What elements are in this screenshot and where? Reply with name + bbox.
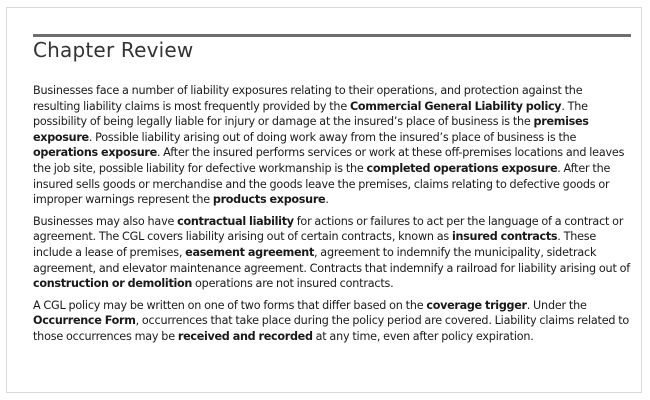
- key-term: premises exposure: [33, 115, 589, 144]
- text-segment: . Under the: [526, 298, 587, 312]
- key-term: contractual liability: [177, 214, 294, 228]
- key-term: coverage trigger: [426, 298, 527, 312]
- text-segment: for actions or failures to act per the language of a contract or agreement. The CGL covers liability arising out of certain contracts, known as: [33, 214, 624, 244]
- key-term: products exposure: [212, 193, 326, 207]
- text-segment: , occurrences that take place during the policy period are covered. Liability claims related to those occurrences may be: [33, 314, 630, 343]
- text-segment: operations are not insured contracts.: [192, 277, 394, 291]
- key-term: operations exposure: [33, 146, 157, 160]
- text-segment: Businesses face a number of liability exposures relating to their operations, and protection against the resulting liability claims is most frequently provided by the: [33, 84, 583, 113]
- text-segment: A CGL policy may be written on one of two forms that differ based on the: [33, 298, 427, 312]
- chapter-review-panel: [6, 7, 642, 393]
- text-segment: . After the insured sells goods or merchandise and the goods leave the premises, claims relating to defective goods or improper warnings represent the: [33, 161, 611, 207]
- text-segment: . These include a lease of premises,: [33, 230, 597, 259]
- key-term: insured contracts: [451, 230, 558, 244]
- key-term: construction or demolition: [33, 277, 193, 291]
- key-term: easement agreement: [185, 245, 314, 259]
- text-segment: . Possible liability arising out of doing work away from the insured’s place of business is the: [88, 130, 577, 144]
- page-title: Chapter Review: [33, 38, 194, 62]
- paragraph-1: [33, 83, 631, 208]
- key-term: Commercial General Liability policy: [349, 99, 562, 113]
- text-segment: , agreement to indemnify the municipality, sidetrack agreement, and elevator maintenance agreement. Contracts that indemnify a railroad for liability arising out of: [33, 245, 630, 275]
- text-segment: .: [325, 193, 329, 207]
- review-body: [33, 83, 631, 351]
- key-term: Occurrence Form: [33, 314, 136, 328]
- paragraph-3: [33, 298, 631, 345]
- text-segment: Businesses may also have: [33, 214, 178, 228]
- text-segment: . The possibility of being legally liable for injury or damage at the insured’s place of business is the: [33, 99, 588, 129]
- text-segment: . After the insured performs services or work at these off-premises locations and leaves the job site, possible liability for defective workmanship is the: [33, 146, 625, 175]
- paragraph-2: [33, 214, 631, 292]
- key-term: received and recorded: [177, 329, 313, 343]
- key-term: completed operations exposure: [366, 161, 558, 175]
- text-segment: at any time, even after policy expiration.: [312, 329, 534, 343]
